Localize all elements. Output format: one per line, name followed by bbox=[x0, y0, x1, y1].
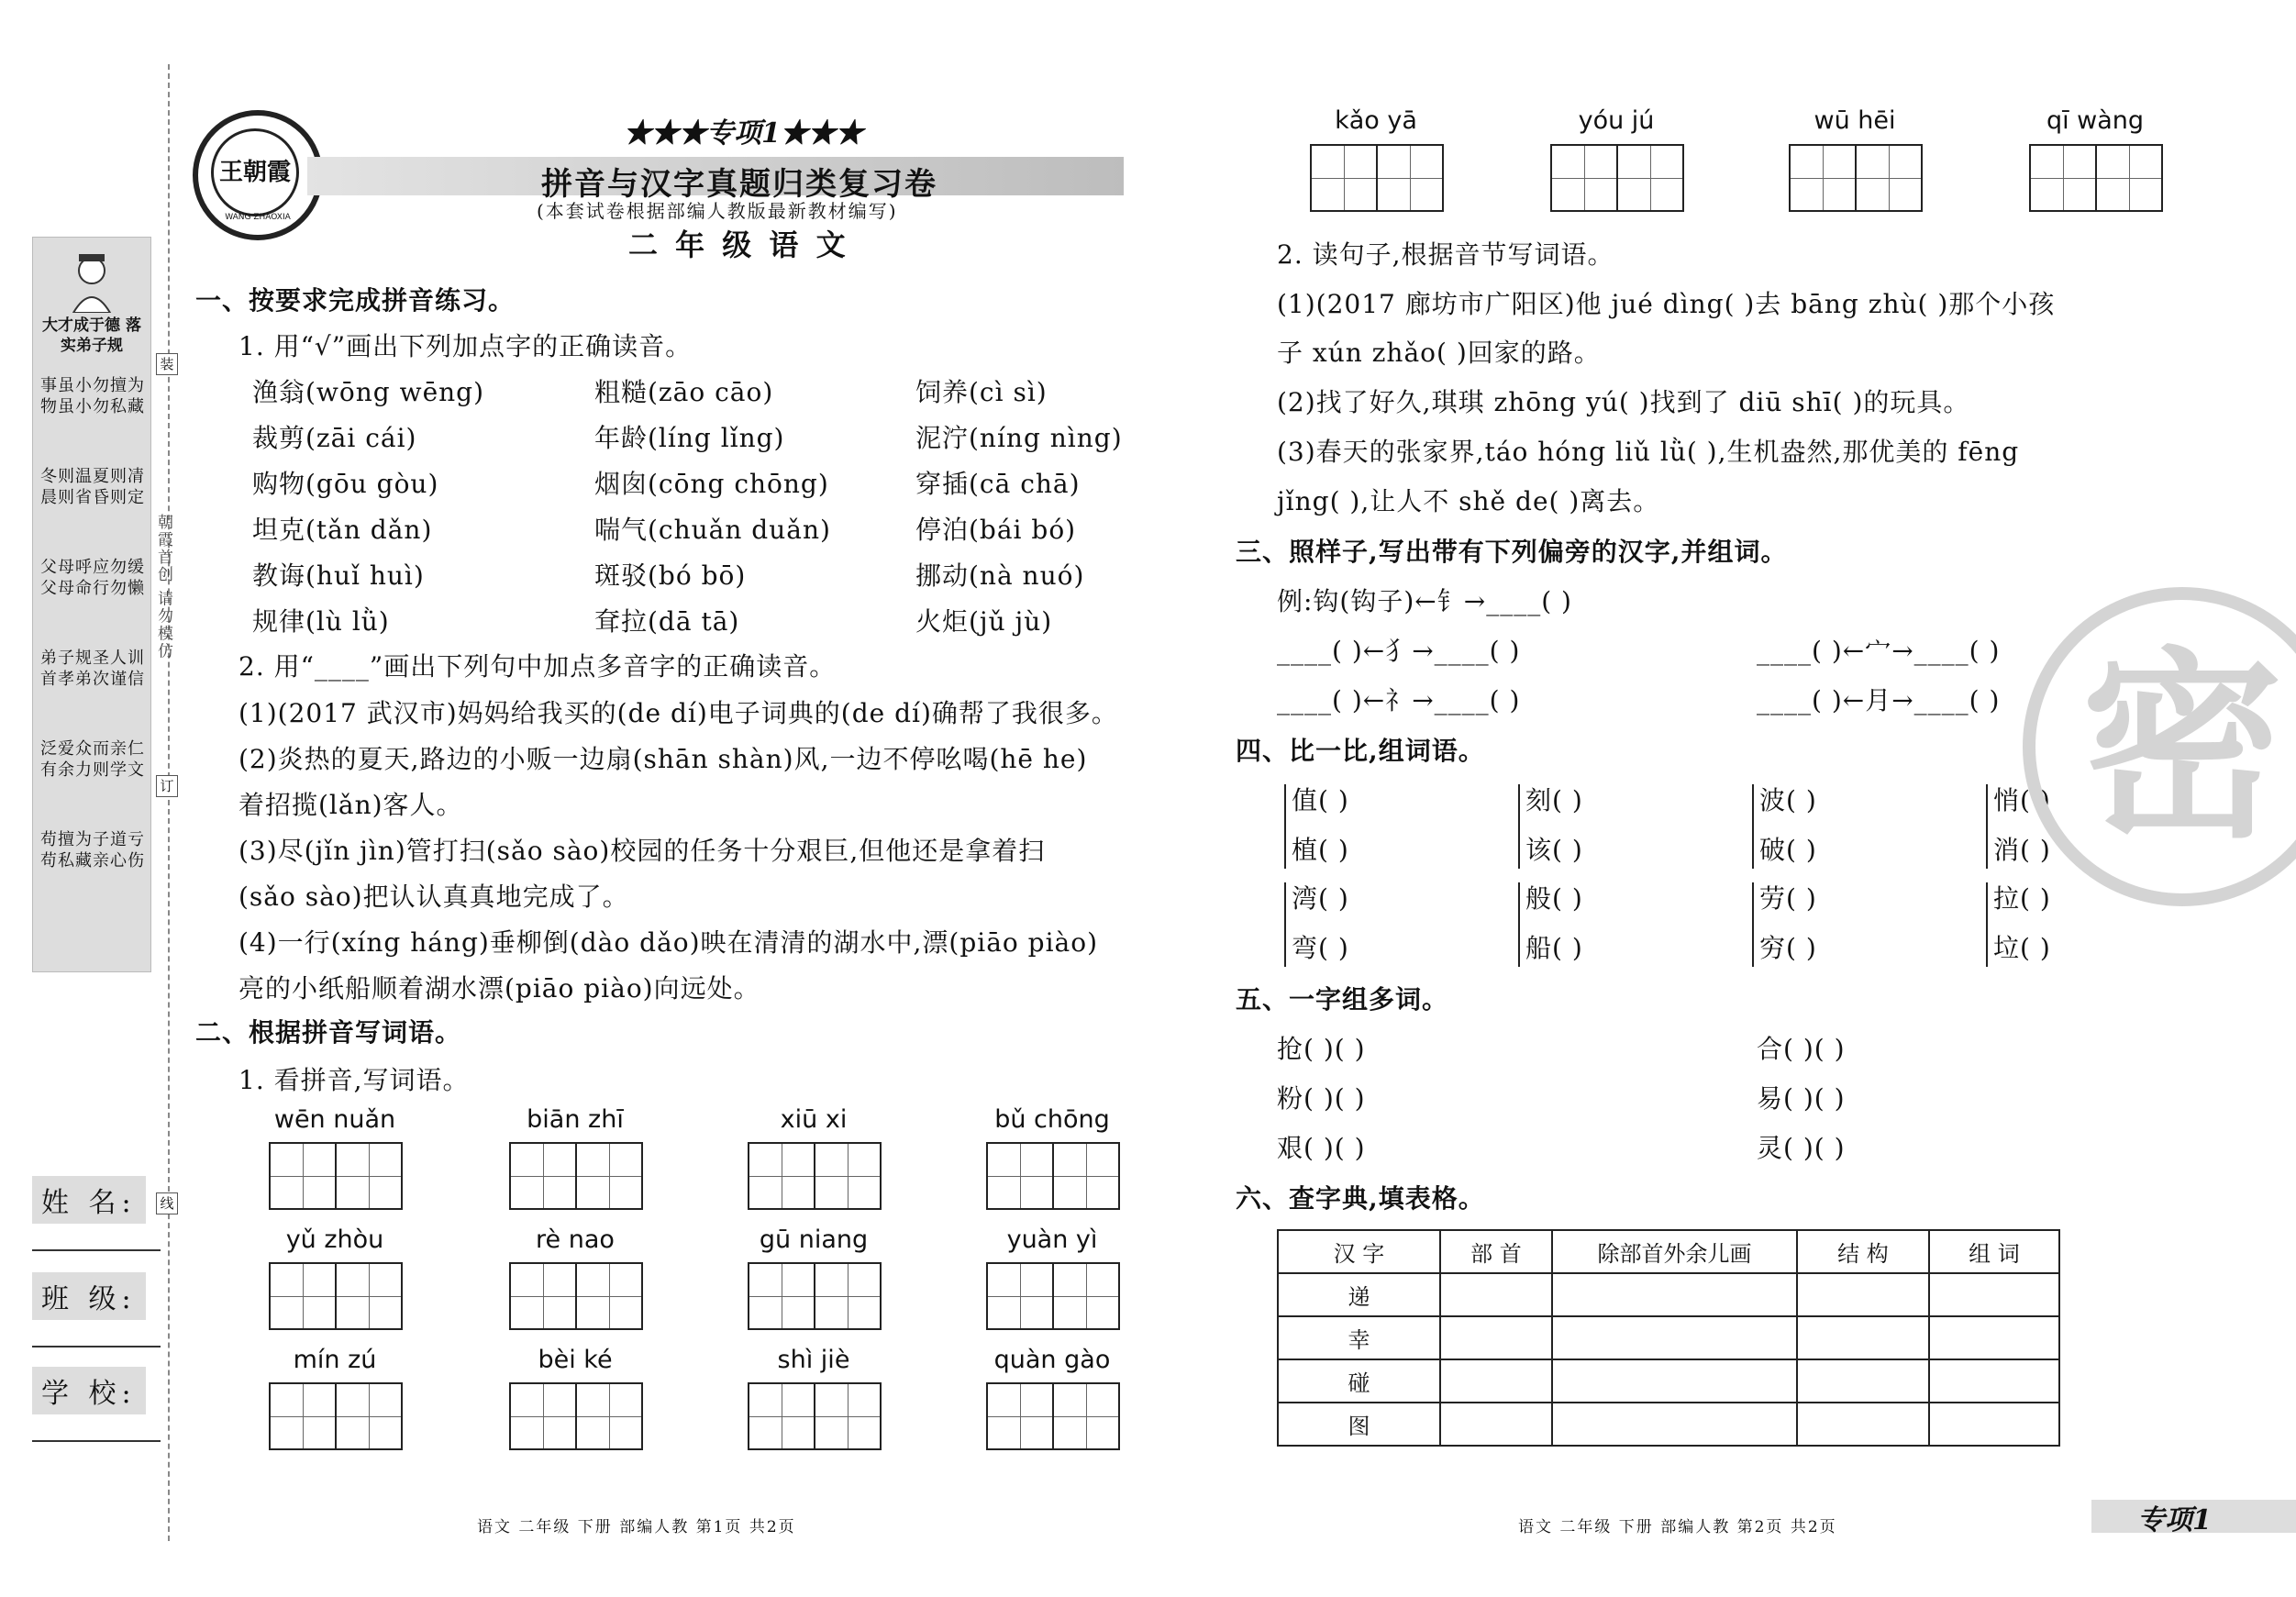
answer-cell[interactable] bbox=[1929, 1316, 2059, 1359]
s5-item: 粉( )( ) bbox=[1277, 1083, 1366, 1114]
writing-grid[interactable] bbox=[269, 1142, 401, 1210]
char-cell: 递 bbox=[1278, 1273, 1440, 1316]
answer-cell[interactable] bbox=[1797, 1403, 1929, 1446]
char-cell: 幸 bbox=[1278, 1316, 1440, 1359]
writing-grid[interactable] bbox=[269, 1382, 401, 1450]
logo-text: 王朝霞 bbox=[211, 128, 299, 216]
compare-item: 拉( ) bbox=[1993, 883, 2051, 914]
s5-item: 艰( )( ) bbox=[1277, 1133, 1366, 1163]
seal-char-ding: 订 bbox=[156, 775, 178, 797]
section3-heading: 三、照样子,写出带有下列偏旁的汉字,并组词。 bbox=[1236, 537, 1788, 567]
answer-cell[interactable] bbox=[1440, 1403, 1552, 1446]
table-header-row bbox=[1278, 1230, 2059, 1273]
grid-cell[interactable] bbox=[509, 1382, 577, 1450]
footer-right: 语文 二年级 下册 部编人教 第2页 共2页 bbox=[1518, 1518, 1837, 1536]
footer-left: 语文 二年级 下册 部编人教 第1页 共2页 bbox=[477, 1518, 796, 1536]
table-row bbox=[1278, 1359, 2059, 1403]
writing-grid[interactable] bbox=[1550, 144, 1682, 212]
s1-q2-line: (3)尽(jǐn jìn)管打扫(sǎo sào)校园的任务十分艰巨,但他还是拿着扫 bbox=[238, 836, 1046, 866]
pinyin-label: quàn gào bbox=[993, 1346, 1111, 1374]
s2-q2-text: 2. 读句子,根据音节写词语。 bbox=[1277, 239, 1614, 270]
writing-grid[interactable] bbox=[986, 1262, 1118, 1330]
pinyin-label: wū hēi bbox=[1814, 106, 1896, 135]
char-cell: 图 bbox=[1278, 1403, 1440, 1446]
rule-line: 冬则温夏则凊晨则省昏则定 bbox=[40, 467, 145, 507]
grid-cell[interactable] bbox=[814, 1142, 882, 1210]
s1-q1-text: 1. 用“√”画出下列加点字的正确读音。 bbox=[238, 331, 693, 361]
pinyin-label: xiū xi bbox=[780, 1105, 848, 1134]
grid-cell[interactable] bbox=[575, 1142, 643, 1210]
answer-cell[interactable] bbox=[1929, 1273, 2059, 1316]
s5-item: 灵( )( ) bbox=[1757, 1133, 1846, 1163]
rules-text bbox=[37, 375, 147, 920]
col-header: 组 词 bbox=[1929, 1230, 2059, 1273]
col-header: 除部首外余儿画 bbox=[1552, 1230, 1797, 1273]
answer-cell[interactable] bbox=[1552, 1403, 1797, 1446]
pinyin-choice-item: 坦克(tǎn dǎn) bbox=[252, 515, 433, 545]
s2-q2-line: (1)(2017 廊坊市广阳区)他 jué dìng( )去 bāng zhù( )那个小孩 bbox=[1277, 289, 2056, 319]
writing-grid[interactable] bbox=[1789, 144, 1921, 212]
grid-cell[interactable] bbox=[335, 1142, 403, 1210]
writing-grid[interactable] bbox=[748, 1262, 880, 1330]
compare-item: 植( ) bbox=[1292, 835, 1349, 865]
compare-bracket bbox=[1284, 882, 1286, 967]
grid-cell[interactable] bbox=[269, 1382, 337, 1450]
col-header: 结 构 bbox=[1797, 1230, 1929, 1273]
pinyin-choice-item: 粗糙(zāo cāo) bbox=[594, 377, 774, 407]
rule-line: 事虽小勿擅为物虽小勿私藏 bbox=[40, 376, 145, 416]
pinyin-choice-item: 喘气(chuǎn duǎn) bbox=[594, 515, 831, 545]
school-field[interactable] bbox=[32, 1440, 161, 1442]
s1-q2-line: (2)炎热的夏天,路边的小贩一边扇(shān shàn)风,一边不停吆喝(hē he) bbox=[238, 744, 1088, 774]
school-label: 学 校: bbox=[32, 1367, 146, 1414]
s5-item: 抢( )( ) bbox=[1277, 1034, 1366, 1064]
seal-char-xian: 线 bbox=[156, 1192, 178, 1214]
pinyin-choice-item: 教诲(huǐ huì) bbox=[252, 560, 425, 591]
writing-grid[interactable] bbox=[269, 1262, 401, 1330]
pinyin-label: yuàn yì bbox=[1006, 1225, 1098, 1254]
answer-cell[interactable] bbox=[1552, 1359, 1797, 1403]
compare-bracket bbox=[1518, 784, 1520, 869]
table-row bbox=[1278, 1273, 2059, 1316]
binding-line bbox=[168, 64, 170, 1541]
motto-strip bbox=[32, 237, 151, 972]
grid-cell[interactable] bbox=[575, 1262, 643, 1330]
grid-cell[interactable] bbox=[1616, 144, 1684, 212]
writing-grid[interactable] bbox=[986, 1382, 1118, 1450]
compare-item: 悄( ) bbox=[1993, 785, 2051, 815]
pinyin-choice-item: 泥泞(níng nìng) bbox=[915, 423, 1123, 453]
pinyin-choice-item: 饲养(cì sì) bbox=[915, 377, 1048, 407]
pinyin-label: kǎo yā bbox=[1335, 106, 1417, 135]
grid-cell[interactable] bbox=[335, 1382, 403, 1450]
writing-grid[interactable] bbox=[509, 1382, 641, 1450]
grid-cell[interactable] bbox=[509, 1262, 577, 1330]
s5-item: 合( )( ) bbox=[1757, 1034, 1846, 1064]
s3-row: ____( )←宀→____( ) bbox=[1757, 636, 2001, 666]
s3-row: ____( )←犭→____( ) bbox=[1277, 636, 1521, 666]
grid-cell[interactable] bbox=[575, 1382, 643, 1450]
pinyin-label: gū niang bbox=[759, 1225, 869, 1254]
pinyin-choice-item: 穿插(cā chā) bbox=[915, 469, 1081, 499]
class-label: 班 级: bbox=[32, 1272, 146, 1320]
grid-cell[interactable] bbox=[1052, 1142, 1120, 1210]
writing-grid[interactable] bbox=[2029, 144, 2161, 212]
compare-bracket bbox=[1986, 784, 1988, 869]
compare-item: 劳( ) bbox=[1759, 883, 1817, 914]
grid-cell[interactable] bbox=[1855, 144, 1923, 212]
pinyin-choice-item: 年龄(líng lǐng) bbox=[594, 423, 785, 453]
grid-cell[interactable] bbox=[269, 1142, 337, 1210]
pinyin-choice-item: 裁剪(zāi cái) bbox=[252, 423, 417, 453]
col-header: 汉 字 bbox=[1278, 1230, 1440, 1273]
grade-subject: 二 年 级 语 文 bbox=[628, 227, 849, 262]
motto-text: 大才成于德 落实弟子规 bbox=[42, 316, 141, 355]
answer-cell[interactable] bbox=[1552, 1273, 1797, 1316]
section2-heading: 二、根据拼音写词语。 bbox=[195, 1017, 462, 1048]
writing-grid[interactable] bbox=[509, 1142, 641, 1210]
s1-q2-line: 亮的小纸船顺着湖水漂(piāo piào)向远处。 bbox=[238, 973, 760, 1004]
rule-line: 弟子规圣人训首孝弟次谨信 bbox=[40, 649, 145, 689]
compare-item: 消( ) bbox=[1993, 835, 2051, 865]
answer-cell[interactable] bbox=[1929, 1359, 2059, 1403]
topic-label: ★★★专项1★★★ bbox=[624, 117, 863, 150]
s1-q2-line: (sǎo sào)把认认真真地完成了。 bbox=[238, 882, 629, 912]
answer-cell[interactable] bbox=[1929, 1403, 2059, 1446]
compare-item: 穷( ) bbox=[1759, 933, 1817, 963]
copyright-note: 朝霞首创 请勿模仿 bbox=[154, 514, 172, 660]
answer-cell[interactable] bbox=[1797, 1273, 1929, 1316]
s2-q2-line: (2)找了好久,琪琪 zhōng yú( )找到了 diū shī( )的玩具。 bbox=[1277, 387, 1970, 417]
pinyin-label: yǔ zhòu bbox=[285, 1225, 384, 1254]
pinyin-choice-item: 购物(gōu gòu) bbox=[252, 469, 439, 499]
confidential-stamp: 密 bbox=[2023, 587, 2296, 906]
class-field[interactable] bbox=[32, 1346, 161, 1347]
pinyin-choice-item: 耷拉(dā tā) bbox=[594, 606, 740, 637]
pinyin-choice-item: 烟囱(cōng chōng) bbox=[594, 469, 829, 499]
writing-grid[interactable] bbox=[509, 1262, 641, 1330]
compare-bracket bbox=[1284, 784, 1286, 869]
paper-subtitle: (本套试卷根据部编人教版最新教材编写) bbox=[537, 200, 898, 222]
section6-heading: 六、查字典,填表格。 bbox=[1236, 1183, 1485, 1214]
pinyin-label: shì jiè bbox=[777, 1346, 850, 1374]
compare-item: 弯( ) bbox=[1292, 933, 1349, 963]
compare-item: 值( ) bbox=[1292, 785, 1349, 815]
grid-cell[interactable] bbox=[1052, 1262, 1120, 1330]
grid-cell[interactable] bbox=[814, 1382, 882, 1450]
pinyin-label: rè nao bbox=[536, 1225, 615, 1254]
s1-q2-text: 2. 用“____”画出下列句中加点多音字的正确读音。 bbox=[238, 651, 837, 682]
compare-item: 般( ) bbox=[1525, 883, 1583, 914]
grid-cell[interactable] bbox=[2029, 144, 2097, 212]
pinyin-label: qī wàng bbox=[2046, 106, 2145, 135]
writing-grid[interactable] bbox=[748, 1142, 880, 1210]
answer-cell[interactable] bbox=[1552, 1316, 1797, 1359]
s2-q1-text: 1. 看拼音,写词语。 bbox=[238, 1065, 470, 1095]
grid-cell[interactable] bbox=[748, 1262, 815, 1330]
grid-cell[interactable] bbox=[269, 1262, 337, 1330]
answer-cell[interactable] bbox=[1440, 1273, 1552, 1316]
grid-cell[interactable] bbox=[986, 1262, 1054, 1330]
s2-q2-line: jǐng( ),让人不 shě de( )离去。 bbox=[1277, 486, 1660, 516]
grid-cell[interactable] bbox=[748, 1382, 815, 1450]
s1-q2-line: (1)(2017 武汉市)妈妈给我买的(de dí)电子词典的(de dí)确帮了我很多。 bbox=[238, 698, 1118, 728]
paper-title: 拼音与汉字真题归类复习卷 bbox=[541, 166, 937, 203]
s1-q2-line: (4)一行(xíng háng)垂柳倒(dào dǎo)映在清清的湖水中,漂(piāo piào) bbox=[238, 927, 1099, 958]
dictionary-table bbox=[1277, 1229, 2060, 1447]
logo-subtext: WANG ZHAOXIA bbox=[225, 213, 291, 222]
pinyin-choice-item: 停泊(bái bó) bbox=[915, 515, 1077, 545]
char-cell: 碰 bbox=[1278, 1359, 1440, 1403]
grid-cell[interactable] bbox=[2095, 144, 2163, 212]
answer-cell[interactable] bbox=[1440, 1316, 1552, 1359]
brand-logo bbox=[193, 110, 323, 240]
compare-bracket bbox=[1752, 784, 1754, 869]
s3-row: ____( )←月→____( ) bbox=[1757, 685, 2001, 715]
grid-cell[interactable] bbox=[335, 1262, 403, 1330]
grid-cell[interactable] bbox=[1550, 144, 1618, 212]
section1-heading: 一、按要求完成拼音练习。 bbox=[195, 285, 516, 316]
s5-item: 易( )( ) bbox=[1757, 1083, 1846, 1114]
col-header: 部 首 bbox=[1440, 1230, 1552, 1273]
compare-item: 该( ) bbox=[1525, 835, 1583, 865]
pinyin-label: bèi ké bbox=[538, 1346, 613, 1374]
grid-cell[interactable] bbox=[748, 1142, 815, 1210]
table-row bbox=[1278, 1316, 2059, 1359]
grid-cell[interactable] bbox=[509, 1142, 577, 1210]
grid-cell[interactable] bbox=[986, 1142, 1054, 1210]
compare-bracket bbox=[1752, 882, 1754, 967]
pinyin-label: mín zú bbox=[293, 1346, 377, 1374]
grid-cell[interactable] bbox=[1376, 144, 1444, 212]
rule-line: 泛爱众而亲仁有余力则学文 bbox=[40, 739, 145, 780]
grid-cell[interactable] bbox=[986, 1382, 1054, 1450]
grid-cell[interactable] bbox=[1789, 144, 1857, 212]
compare-item: 垃( ) bbox=[1993, 933, 2051, 963]
answer-cell[interactable] bbox=[1797, 1316, 1929, 1359]
grid-cell[interactable] bbox=[1052, 1382, 1120, 1450]
name-label: 姓 名: bbox=[32, 1176, 146, 1224]
s2-q2-line: 子 xún zhǎo( )回家的路。 bbox=[1277, 338, 1601, 368]
corner-label: 专项1 bbox=[2137, 1504, 2212, 1536]
s3-example: 例:钩(钩子)←钅→____( ) bbox=[1277, 586, 1572, 616]
name-field[interactable] bbox=[32, 1249, 161, 1251]
compare-item: 刻( ) bbox=[1525, 785, 1583, 815]
compare-bracket bbox=[1518, 882, 1520, 967]
s2-q2-line: (3)春天的张家界,táo hóng liǔ lǜ( ),生机盎然,那优美的 fēng bbox=[1277, 437, 2020, 467]
section5-heading: 五、一字组多词。 bbox=[1236, 984, 1449, 1015]
pinyin-choice-item: 规律(lù lǜ) bbox=[252, 606, 390, 637]
pinyin-choice-item: 斑驳(bó bō) bbox=[594, 560, 747, 591]
scholar-figure bbox=[64, 249, 119, 313]
rule-line: 苟擅为子道亏苟私藏亲心伤 bbox=[40, 830, 145, 871]
table-row bbox=[1278, 1403, 2059, 1446]
section4-heading: 四、比一比,组词语。 bbox=[1236, 736, 1485, 766]
compare-bracket bbox=[1986, 882, 1988, 967]
compare-item: 破( ) bbox=[1759, 835, 1817, 865]
pinyin-choice-item: 渔翁(wōng wēng) bbox=[252, 377, 485, 407]
pinyin-label: wēn nuǎn bbox=[273, 1105, 396, 1134]
s1-q2-line: 着招揽(lǎn)客人。 bbox=[238, 790, 463, 820]
writing-grid[interactable] bbox=[748, 1382, 880, 1450]
s3-row: ____( )←礻→____( ) bbox=[1277, 685, 1521, 715]
writing-grid[interactable] bbox=[986, 1142, 1118, 1210]
rule-line: 父母呼应勿缓父母命行勿懒 bbox=[40, 558, 145, 598]
answer-cell[interactable] bbox=[1797, 1359, 1929, 1403]
pinyin-choice-item: 挪动(nà nuó) bbox=[915, 560, 1085, 591]
writing-grid[interactable] bbox=[1310, 144, 1442, 212]
grid-cell[interactable] bbox=[1310, 144, 1378, 212]
pinyin-label: yóu jú bbox=[1578, 106, 1655, 135]
seal-char-zhuang: 装 bbox=[156, 353, 178, 375]
grid-cell[interactable] bbox=[814, 1262, 882, 1330]
pinyin-label: biān zhī bbox=[527, 1105, 624, 1134]
answer-cell[interactable] bbox=[1440, 1359, 1552, 1403]
compare-item: 波( ) bbox=[1759, 785, 1817, 815]
compare-item: 船( ) bbox=[1525, 933, 1583, 963]
pinyin-choice-item: 火炬(jǔ jù) bbox=[915, 606, 1053, 637]
compare-item: 湾( ) bbox=[1292, 883, 1349, 914]
pinyin-label: bǔ chōng bbox=[994, 1105, 1110, 1134]
